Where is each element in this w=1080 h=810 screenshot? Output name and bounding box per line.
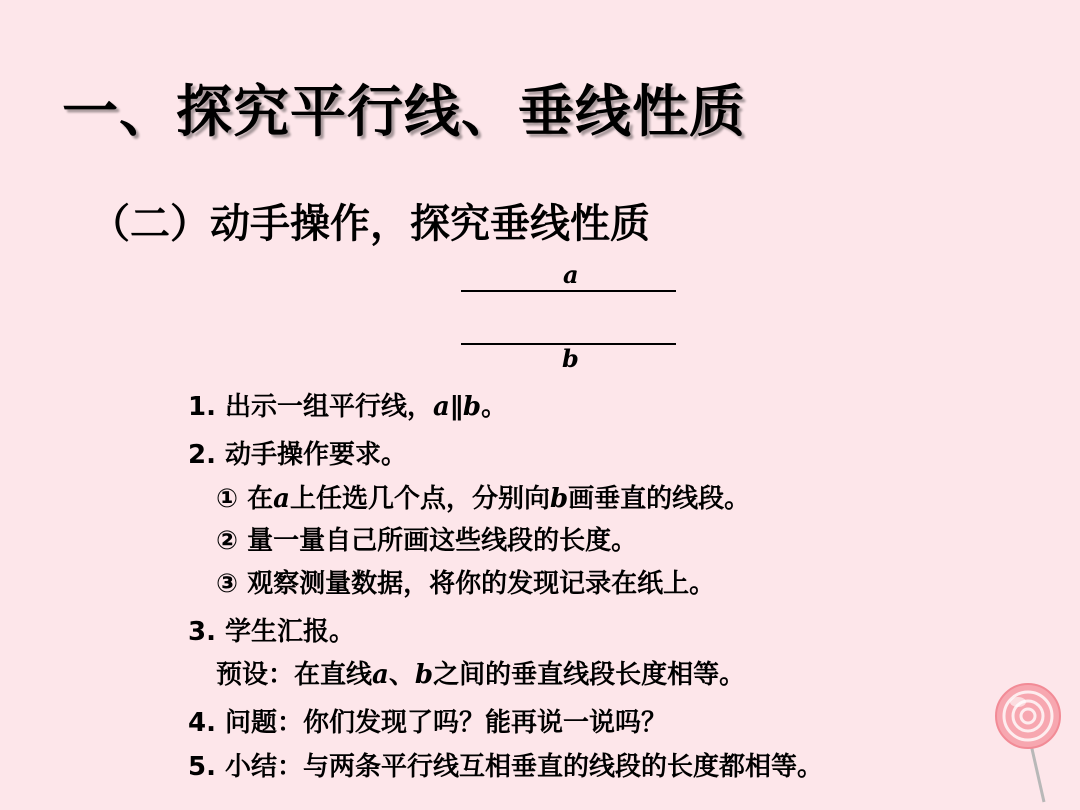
- parallel-symbol: ∥: [449, 392, 463, 422]
- lollipop-icon: [994, 680, 1074, 805]
- item-separator: .: [206, 617, 216, 647]
- list-item-3: [188, 611, 355, 648]
- item-separator: .: [206, 752, 216, 782]
- variable-b: b: [549, 484, 569, 514]
- hypothesis-text: 、: [388, 660, 415, 690]
- list-item-5: [188, 746, 823, 783]
- item-number: 1: [188, 392, 207, 422]
- list-item-4: [188, 702, 667, 739]
- item-text: 学生汇报。: [215, 617, 356, 647]
- item-number: 2: [188, 440, 207, 470]
- variable-a: a: [433, 392, 450, 422]
- item-text: 小结：与两条平行线互相垂直的线段的长度都相等。: [215, 752, 824, 782]
- step-1: [216, 478, 750, 515]
- item-text: 问题：你们发现了吗？能再说一说吗？: [215, 708, 668, 738]
- step-text: 上任选几个点，分别向: [289, 484, 550, 514]
- item-separator: .: [206, 440, 216, 470]
- line-label-b: b: [562, 344, 579, 373]
- item-text: 出示一组平行线，: [215, 392, 434, 422]
- item-number: 3: [188, 617, 207, 647]
- hypothesis-line: [216, 654, 745, 691]
- item-separator: .: [206, 392, 216, 422]
- item-separator: .: [206, 708, 216, 738]
- step-text: ③ 观察测量数据，将你的发现记录在纸上。: [216, 569, 716, 599]
- page-title: 一、探究平行线、垂线性质: [62, 80, 746, 145]
- hypothesis-text: 之间的垂直线段长度相等。: [433, 660, 746, 690]
- section-subtitle: （二）动手操作，探究垂线性质: [90, 201, 650, 247]
- variable-a: a: [372, 660, 389, 690]
- item-number: 5: [188, 752, 207, 782]
- variable-b: b: [462, 392, 482, 422]
- item-text: 动手操作要求。: [215, 440, 408, 470]
- step-text: ② 量一量自己所画这些线段的长度。: [216, 526, 638, 556]
- hypothesis-text: 预设：在直线: [216, 660, 373, 690]
- item-text-end: 。: [481, 392, 508, 422]
- item-number: 4: [188, 708, 207, 738]
- parallel-line-a: [461, 290, 676, 292]
- list-item-2: [188, 434, 407, 471]
- step-2: [216, 520, 637, 557]
- variable-b: b: [414, 660, 434, 690]
- step-3: [216, 563, 715, 600]
- step-text: ① 在: [216, 484, 274, 514]
- list-item-1: [188, 386, 507, 423]
- step-text: 画垂直的线段。: [568, 484, 751, 514]
- line-label-a: a: [563, 260, 579, 289]
- variable-a: a: [273, 484, 290, 514]
